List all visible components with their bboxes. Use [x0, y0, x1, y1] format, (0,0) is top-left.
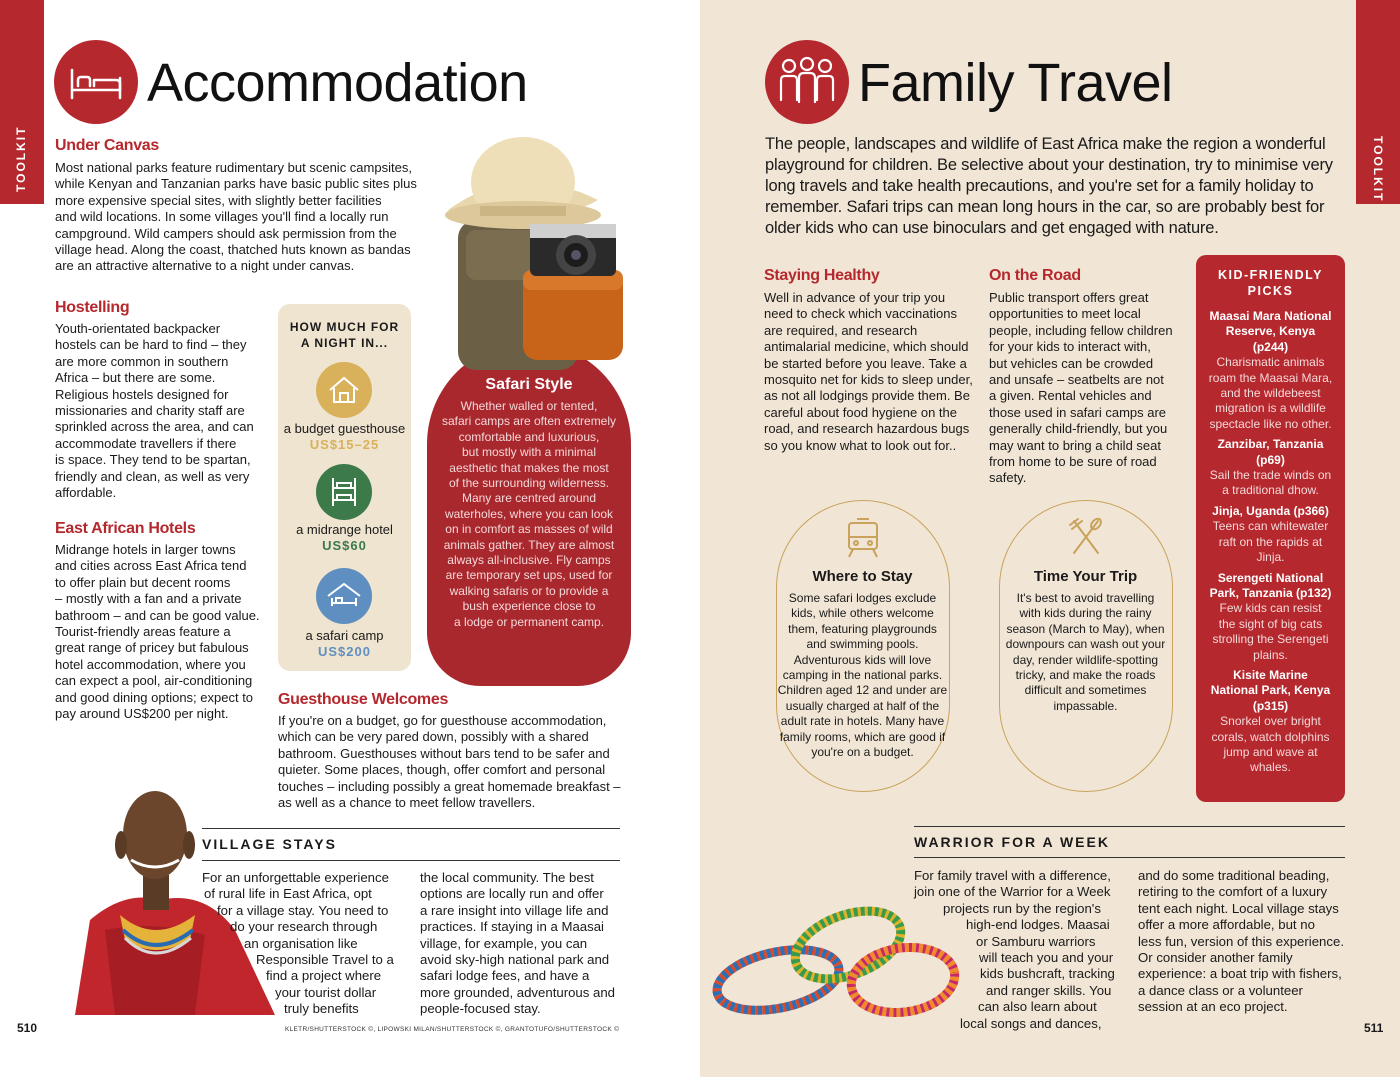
text-line: Many are centred around: [461, 491, 597, 506]
staying-healthy-heading: Staying Healthy: [764, 267, 880, 284]
text-line: will teach you and your: [979, 950, 1114, 966]
text-line: adult rate in hotels. Many have: [780, 714, 945, 729]
pick-title: [1196, 668, 1345, 714]
text-line: a lodge or permanent camp.: [453, 614, 605, 629]
text-line: are required, and research: [764, 322, 918, 338]
text-line: sprinkled across the area, and can: [55, 419, 254, 435]
text-line: friendly and clean, as well as very: [55, 468, 250, 484]
divider: [914, 857, 1345, 858]
text-line: Children aged 12 and under are: [777, 683, 948, 698]
text-line: is space. They tend to be spartan,: [55, 452, 251, 468]
pick-description: [1196, 714, 1345, 776]
how-much-label: a safari camp: [305, 628, 384, 643]
where-to-stay-heading: Where to Stay: [812, 568, 913, 585]
text-line: road, and research hazardous bugs: [764, 421, 970, 437]
text-line: tent each night. Local village stays: [1138, 900, 1339, 916]
text-line: Africa – but there are some.: [55, 370, 216, 386]
hostelling-heading: Hostelling: [55, 299, 130, 316]
how-much-label: a budget guesthouse: [283, 421, 406, 436]
text-line: find a project where: [266, 968, 382, 984]
warrior-heading: WARRIOR FOR A WEEK: [914, 834, 1110, 850]
text-line: impassable.: [1053, 698, 1118, 713]
on-the-road-heading: On the Road: [989, 267, 1081, 284]
text-line: people, including fellow children: [989, 322, 1173, 338]
where-to-stay-panel: [776, 500, 950, 792]
text-line: antimalarial medicine, which should: [764, 339, 969, 355]
text-line: careful about food hygiene on the: [764, 404, 957, 420]
text-line: Sail the trade winds on: [1209, 468, 1332, 483]
text-line: touches – including possibly a great homemade breakfast –: [278, 778, 621, 794]
pick-description: [1196, 519, 1345, 565]
text-line: village, for example, you can: [420, 935, 588, 951]
toolkit-label: TOOLKIT: [1371, 136, 1385, 203]
text-line: practices. If staying in a Maasai: [420, 919, 604, 935]
text-line: Public transport offers great: [989, 290, 1149, 305]
bed-icon: [54, 40, 138, 124]
text-line: experience: a boat trip with fishers,: [1138, 966, 1342, 982]
text-line: a dance class or a volunteer: [1138, 982, 1303, 998]
heading-line: A NIGHT IN...: [300, 336, 389, 350]
warrior-col2: [1138, 868, 1348, 1016]
divider: [914, 826, 1345, 827]
text-line: projects run by the region's: [943, 900, 1101, 916]
text-line: avoid sky-high national park and: [420, 952, 610, 968]
text-line: campground. Wild campers should ask permission from the: [55, 225, 397, 241]
text-line: safari lodge fees, and have a: [420, 968, 590, 984]
text-line: those used in safari camps are: [989, 404, 1167, 420]
text-line: family rooms, which are good if: [779, 729, 946, 744]
text-line: Responsible Travel to a: [256, 952, 394, 968]
text-line: great range of pricey but fabulous: [55, 640, 249, 656]
text-line: less fun, version of this experience.: [1138, 933, 1344, 949]
text-line: an organisation like: [244, 935, 358, 951]
text-line: Reserve, Kenya: [1225, 324, 1316, 339]
text-line: to offer plain but decent rooms: [55, 574, 231, 590]
tent-bed-icon: [316, 568, 372, 624]
text-line: your tourist dollar: [275, 984, 377, 1000]
text-line: or Samburu warriors: [976, 933, 1096, 949]
under-canvas-heading: Under Canvas: [55, 137, 159, 154]
text-line: pay around US$200 per night.: [55, 706, 229, 722]
text-line: Youth-orientated backpacker: [55, 321, 221, 336]
text-line: and ranger skills. You: [986, 982, 1112, 998]
toolkit-tab-right: [1356, 0, 1400, 204]
text-line: but vehicles can be crowded: [989, 355, 1154, 371]
kid-picks-list: [1196, 309, 1345, 776]
text-line: with kids during the rainy: [1019, 606, 1152, 621]
text-line: aesthetic that makes the most: [449, 460, 609, 475]
kid-friendly-picks-panel: [1196, 255, 1345, 802]
text-line: remember. Safari trips can mean long hours in the car, so are probably best for: [765, 198, 1325, 216]
text-line: affordable.: [55, 485, 117, 501]
text-line: Charismatic animals: [1216, 355, 1325, 370]
toolkit-label: TOOLKIT: [14, 125, 28, 192]
guesthouse-text: [278, 713, 638, 811]
hostelling-text: [55, 321, 270, 501]
text-line: day, render wildlife-spotting: [1012, 652, 1159, 667]
text-line: and wild locations. In some villages you'll find a locally run: [55, 209, 389, 225]
text-line: – mostly with a fan and a private: [55, 591, 242, 607]
hotels-text: [55, 542, 270, 722]
heading-line: HOW MUCH FOR: [289, 320, 400, 334]
text-line: offer a more affordable, but no: [1138, 917, 1315, 933]
text-line: retiring to the comfort of a luxury: [1138, 884, 1328, 900]
text-line: Most national parks feature rudimentary but scenic campsites,: [55, 160, 412, 175]
text-line: may want to bring a child seat: [989, 437, 1161, 453]
text-line: for a village stay. You need to: [217, 902, 389, 918]
text-line: so you know what to look out for..: [764, 437, 957, 453]
text-line: Kisite Marine: [1233, 667, 1308, 682]
family-intro: [765, 134, 1355, 239]
text-line: Park, Tanzania (p132): [1209, 585, 1332, 600]
text-line: roam the Maasai Mara,: [1208, 370, 1333, 385]
text-line: corals, watch dolphins: [1211, 729, 1330, 744]
text-line: Midrange hotels in larger towns: [55, 542, 236, 557]
how-much-label: a midrange hotel: [296, 522, 393, 537]
kid-picks-heading: [1196, 267, 1345, 299]
on-the-road-text: [989, 290, 1189, 487]
pick-title: [1196, 504, 1345, 519]
text-line: as well as a chance to meet fellow travellers.: [278, 795, 536, 811]
text-line: hotel accommodation, where you: [55, 656, 246, 672]
how-much-heading: [278, 319, 411, 351]
text-line: comfortable and luxurious,: [458, 429, 600, 444]
text-line: strolling the Serengeti: [1212, 632, 1329, 647]
text-line: generally child-friendly, but you: [989, 421, 1168, 437]
text-line: hostels can be hard to find – they: [55, 337, 247, 353]
where-to-stay-text: [777, 591, 948, 760]
text-line: missionaries and charity staff are: [55, 403, 245, 419]
heading-line: PICKS: [1247, 284, 1294, 298]
text-line: the sight of big cats: [1218, 616, 1323, 631]
text-line: from home to be sure of road: [989, 454, 1157, 470]
time-your-trip-panel: [999, 500, 1173, 792]
page-title: Family Travel: [858, 53, 1173, 113]
text-line: a rare insight into village life and: [420, 902, 609, 918]
text-line: options are locally run and offer: [420, 886, 604, 902]
family-icon: [765, 40, 849, 124]
how-much-price: US$60: [322, 538, 367, 553]
text-line: and the wildebeest: [1220, 386, 1321, 401]
text-line: for your kids to interact with,: [989, 339, 1151, 355]
text-line: raft on the rapids at: [1218, 534, 1323, 549]
text-line: camping in the national parks.: [782, 668, 943, 683]
text-line: Maasai Mara National: [1209, 309, 1332, 323]
safari-gear-photo: [428, 120, 638, 370]
text-line: opportunities to meet local: [989, 306, 1141, 322]
text-line: whales.: [1250, 760, 1291, 775]
pick-description: [1196, 355, 1345, 432]
text-line: waterholes, where you can look: [444, 506, 614, 521]
time-your-trip-heading: Time Your Trip: [1033, 568, 1138, 585]
text-line: people-focused stay.: [420, 1001, 541, 1017]
text-line: the local community. The best: [420, 870, 594, 885]
text-line: and good dining options; expect to: [55, 689, 254, 705]
pick-description: [1196, 468, 1345, 499]
text-line: kids, while others welcome: [791, 606, 934, 621]
text-line: and do some traditional beading,: [1138, 868, 1330, 883]
text-line: on in comfort as masses of wild: [445, 522, 613, 537]
text-line: season (March to May), when: [1006, 621, 1165, 636]
text-line: accommodate travellers if there: [55, 435, 237, 451]
text-line: older kids who can use binoculars and get engaged with nature.: [765, 219, 1219, 237]
text-line: but mostly with a minimal: [461, 445, 597, 460]
safari-style-heading: Safari Style: [485, 376, 573, 393]
text-line: Zanzibar, Tanzania: [1217, 437, 1324, 452]
text-line: Adventurous kids will love: [793, 652, 932, 667]
text-line: are temporary set ups, used for: [445, 568, 613, 583]
toolkit-tab-left: [0, 0, 44, 204]
house-icon: [316, 362, 372, 418]
text-line: Whether walled or tented,: [460, 399, 598, 413]
text-line: It's best to avoid travelling: [1016, 591, 1155, 605]
text-line: Few kids can resist: [1219, 601, 1322, 616]
photo-credits: KLETR/SHUTTERSTOCK ©, LIPOWSKI MILAN/SHUTTERSTOCK ©, GRANTOTUFO/SHUTTERSTOCK ©: [285, 1026, 620, 1033]
text-line: (p315): [1252, 698, 1289, 713]
how-much-price: US$15–25: [309, 437, 380, 452]
text-line: truly benefits: [284, 1001, 359, 1017]
text-line: a traditional dhow.: [1222, 483, 1319, 498]
text-line: join one of the Warrior for a Week: [914, 884, 1111, 900]
text-line: bathroom. Guesthouses without bars tend to be safer and: [278, 745, 610, 761]
pick-title: [1196, 571, 1345, 602]
text-line: Serengeti National: [1217, 570, 1324, 585]
how-much-box: [278, 304, 411, 671]
text-line: and cities across East Africa tend: [55, 558, 247, 574]
text-line: animals gather. They are almost: [443, 537, 615, 552]
pick-title: [1196, 309, 1345, 355]
hotels-heading: East African Hotels: [55, 520, 196, 537]
text-line: jump and wave at: [1223, 744, 1318, 759]
text-line: difficult and sometimes: [1024, 683, 1147, 698]
text-line: a given. Rental vehicles and: [989, 388, 1152, 404]
text-line: more grounded, adventurous and: [420, 984, 616, 1000]
text-line: need to check which vaccinations: [764, 306, 957, 322]
text-line: can expect a pool, air-conditioning: [55, 673, 253, 689]
text-line: The people, landscapes and wildlife of East Africa make the region a wonderful: [765, 135, 1326, 153]
text-line: downpours can wash out your: [1005, 637, 1166, 652]
guesthouse-heading: Guesthouse Welcomes: [278, 691, 449, 708]
text-line: playground for children. Be selective about your destination, try to minimise very: [765, 156, 1333, 174]
text-line: always all-inclusive. Fly camps: [447, 553, 611, 568]
text-line: tricky, and make the roads: [1015, 668, 1156, 683]
time-your-trip-text: [1000, 591, 1171, 714]
text-line: usually charged at half of the: [785, 698, 940, 713]
text-line: Tourist-friendly areas feature a: [55, 624, 231, 640]
text-line: spectacle like no other.: [1209, 416, 1332, 431]
text-line: can also learn about: [978, 999, 1097, 1015]
text-line: Well in advance of your trip you: [764, 290, 946, 305]
village-stays-heading: VILLAGE STAYS: [202, 836, 337, 852]
text-line: walking safaris or to provide a: [449, 583, 609, 598]
warrior-col1: [914, 868, 1124, 1032]
text-line: them, featuring playgrounds: [788, 621, 937, 636]
under-canvas-text: [55, 160, 425, 275]
text-line: are an attractive alternative to a night under canvas.: [55, 258, 355, 274]
text-line: Snorkel over bright: [1220, 714, 1321, 729]
page-title: Accommodation: [147, 53, 528, 113]
text-line: long travels and take health precautions, and you're set for a family holiday to: [765, 177, 1314, 195]
text-line: be started before you leave. Take a: [764, 355, 967, 371]
text-line: while Kenyan and Tanzanian parks have basic public sites plus: [55, 176, 417, 192]
text-line: Or consider another family: [1138, 950, 1293, 966]
text-line: bush experience close to: [462, 599, 596, 614]
staying-healthy-text: [764, 290, 979, 454]
village-stays-col2: [420, 870, 630, 1018]
text-line: plains.: [1253, 647, 1288, 662]
text-line: do your research through: [230, 919, 378, 935]
bunk-bed-icon: [316, 464, 372, 520]
text-line: mosquito net for kids to sleep under,: [764, 372, 973, 388]
text-line: safety.: [989, 470, 1027, 486]
heading-line: KID-FRIENDLY: [1217, 268, 1324, 282]
pick-description: [1196, 601, 1345, 663]
text-line: and swimming pools.: [806, 637, 919, 652]
text-line: high-end lodges. Maasai: [966, 917, 1110, 933]
page-number: 511: [1364, 1021, 1384, 1035]
text-line: and unsafe – seatbelts are not: [989, 372, 1164, 388]
text-line: as not all lodgings provide them. Be: [764, 388, 970, 404]
text-line: For family travel with a difference,: [914, 868, 1111, 883]
text-line: of rural life in East Africa, opt: [204, 886, 372, 902]
text-line: more expensive special sites, with slightly better facilities: [55, 192, 382, 208]
text-line: which can be very pared down, possibly with a shared: [278, 729, 589, 745]
utensils-icon: [1066, 515, 1106, 559]
text-line: Jinja.: [1256, 550, 1285, 565]
text-line: session at an eco project.: [1138, 999, 1288, 1015]
safari-style-text: [427, 399, 631, 630]
text-line: local songs and dances,: [960, 1015, 1102, 1031]
text-line: Some safari lodges exclude: [788, 591, 937, 605]
right-page: [700, 0, 1400, 1077]
village-stays-col1: [202, 870, 402, 1018]
text-line: (p244): [1252, 339, 1289, 354]
text-line: If you're on a budget, go for guesthouse accommodation,: [278, 713, 607, 728]
text-line: you're on a budget.: [811, 745, 914, 760]
text-line: National Park, Kenya: [1210, 683, 1331, 698]
text-line: migration is a wildlife: [1215, 401, 1326, 416]
text-line: (p69): [1256, 452, 1285, 467]
text-line: For an unforgettable experience: [202, 870, 389, 885]
page-number: 510: [17, 1021, 38, 1035]
how-much-price: US$200: [318, 644, 371, 659]
train-icon: [843, 515, 883, 559]
text-line: village head. Along the coast, thatched huts known as bandas: [55, 242, 411, 258]
text-line: Teens can whitewater: [1212, 519, 1329, 534]
text-line: of the surrounding wilderness.: [448, 476, 610, 491]
pick-title: [1196, 437, 1345, 468]
safari-style-panel: [427, 342, 631, 686]
text-line: are more common in southern: [55, 353, 229, 369]
text-line: quieter. Some places, though, offer comfort and personal: [278, 762, 606, 778]
text-line: kids bushcraft, tracking: [980, 966, 1115, 982]
text-line: safari camps are often extremely: [441, 414, 617, 429]
text-line: Jinja, Uganda (p366): [1212, 503, 1329, 518]
text-line: Religious hostels designed for: [55, 386, 229, 402]
text-line: bathroom – and can be good value.: [55, 607, 260, 623]
